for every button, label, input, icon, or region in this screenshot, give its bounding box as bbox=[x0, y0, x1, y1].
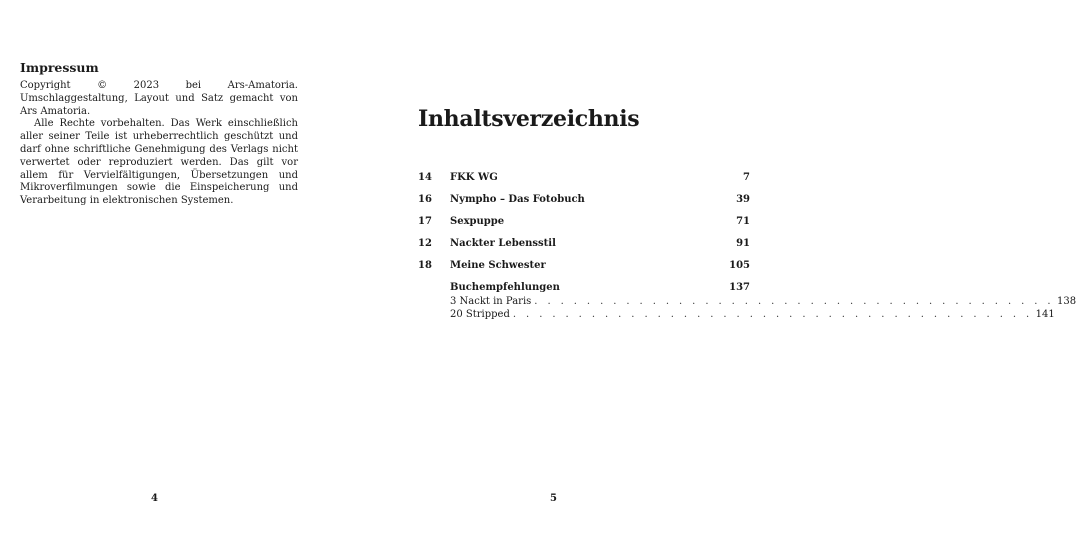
toc-entry-number: 16 bbox=[418, 194, 432, 205]
toc-sub-entry[interactable] bbox=[450, 309, 1055, 322]
toc-sub-entry-page: 141 bbox=[1035, 309, 1055, 320]
toc-entry-number: 17 bbox=[418, 216, 432, 227]
toc-title: Inhaltsverzeichnis bbox=[418, 106, 640, 132]
toc-sub-entry-title: 3 Nackt in Paris bbox=[450, 296, 532, 307]
toc-entry[interactable] bbox=[418, 238, 750, 254]
page-number-right: 5 bbox=[550, 493, 557, 504]
toc-entry-title: Nympho – Das Fotobuch bbox=[450, 194, 585, 205]
imprint-heading: Impressum bbox=[20, 60, 99, 75]
toc-entry[interactable] bbox=[418, 260, 750, 276]
toc-section-header[interactable] bbox=[418, 282, 750, 296]
toc-section-page: 137 bbox=[729, 282, 750, 293]
imprint-paragraph: Copyright © 2023 bei Ars-Amatoria. Umschlaggestaltung, Layout und Satz gemacht von Ars Amatoria. bbox=[20, 80, 298, 117]
imprint-paragraph: Alle Rechte vorbehalten. Das Werk einschließlich aller seiner Teile ist urheberrechtlich geschützt und darf ohne schriftliche Genehmigung des Verlags nicht verwertet oder reproduziert werden. Das gilt vor allem für Vervielfältigungen, Übersetzungen und Mikroverfilmungen sowie die Einspeicherung und Verarbeitung in elektronischen Systemen. bbox=[20, 118, 298, 207]
dot-leader bbox=[513, 309, 1033, 320]
toc-entry[interactable] bbox=[418, 194, 750, 210]
toc-list bbox=[418, 172, 1076, 322]
toc-entry-page: 91 bbox=[736, 238, 750, 249]
toc-entry-page: 39 bbox=[736, 194, 750, 205]
toc-entry-page: 71 bbox=[736, 216, 750, 227]
toc-entry-number: 12 bbox=[418, 238, 432, 249]
toc-sub-entry-title: 20 Stripped bbox=[450, 309, 510, 320]
dot-leader bbox=[534, 296, 1054, 307]
toc-entry-title: Sexpuppe bbox=[450, 216, 505, 227]
toc-entry-title: FKK WG bbox=[450, 172, 498, 183]
page-number-left: 4 bbox=[151, 493, 158, 504]
toc-section-recommendations bbox=[418, 282, 1076, 322]
toc-sub-entry[interactable] bbox=[450, 296, 1076, 309]
toc-entry-number: 18 bbox=[418, 260, 432, 271]
toc-entry[interactable] bbox=[418, 172, 750, 188]
imprint-body bbox=[20, 80, 298, 208]
left-page bbox=[0, 0, 360, 540]
toc-entry-page: 7 bbox=[743, 172, 750, 183]
toc-entry[interactable] bbox=[418, 216, 750, 232]
toc-entry-page: 105 bbox=[729, 260, 750, 271]
toc-section-title: Buchempfehlungen bbox=[450, 282, 560, 293]
toc-sub-entry-page: 138 bbox=[1057, 296, 1076, 307]
right-page bbox=[360, 0, 1076, 540]
toc-entry-number: 14 bbox=[418, 172, 432, 183]
toc-entry-title: Nackter Lebensstil bbox=[450, 238, 556, 249]
toc-entry-title: Meine Schwester bbox=[450, 260, 546, 271]
